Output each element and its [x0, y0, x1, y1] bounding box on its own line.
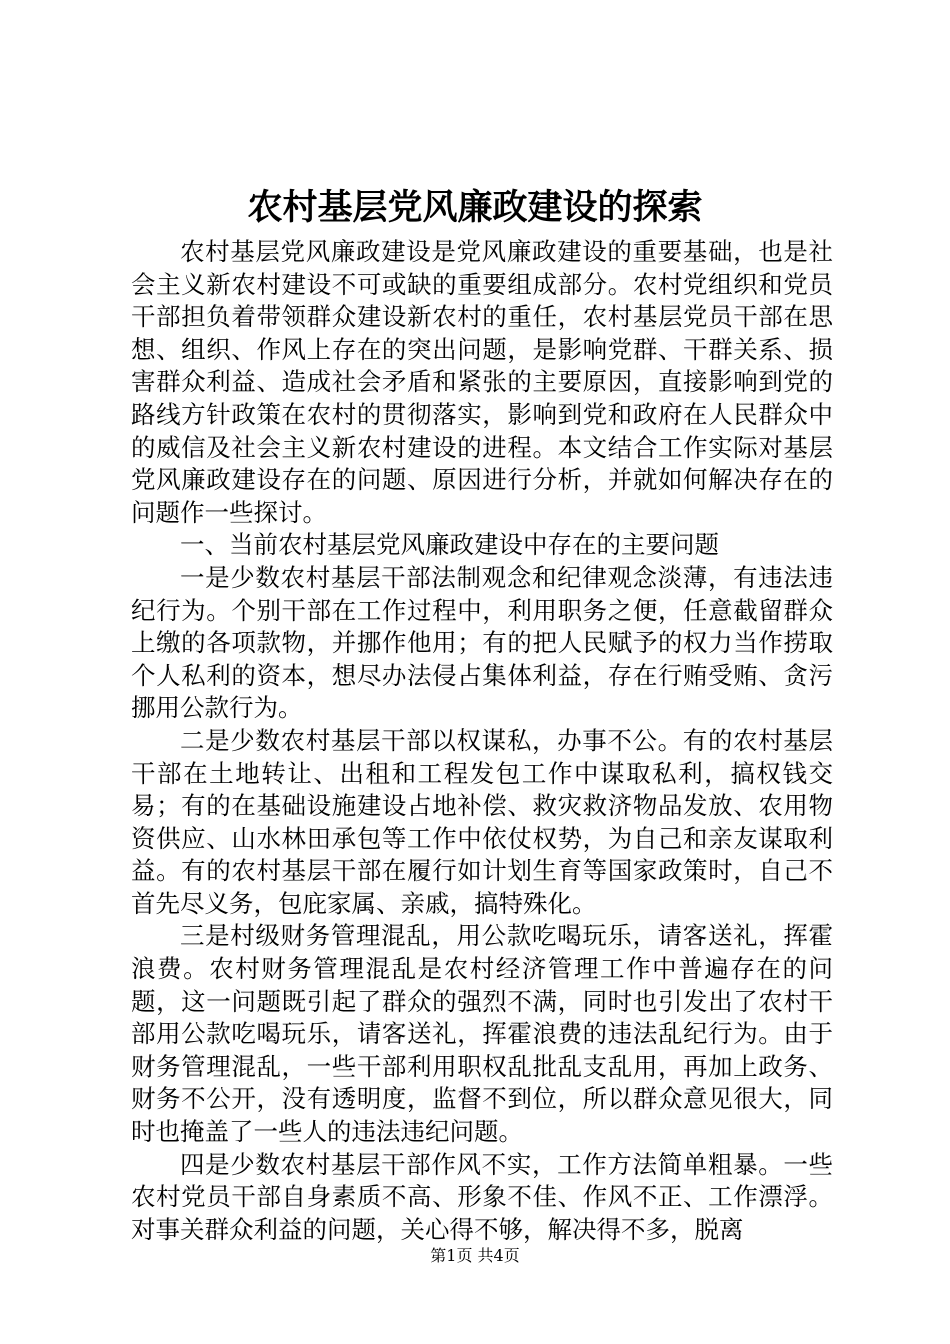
paragraph-point-1: 一是少数农村基层干部法制观念和纪律观念淡薄，有违法违纪行为。个别干部在工作过程中，利用职务之便，任意截留群众上缴的各项款物，并挪作他用；有的把人民赋予的权力当作捞取个人私利的资本，想尽办法侵占集体利益，存在行贿受贿、贪污挪用公款行为。 — [131, 562, 833, 723]
paragraph-point-3: 三是村级财务管理混乱，用公款吃喝玩乐，请客送礼，挥霍浪费。农村财务管理混乱是农村经济管理工作中普遍存在的问题，这一问题既引起了群众的强烈不满，同时也引发出了农村干部用公款吃喝玩乐，请客送礼，挥霍浪费的违法乱纪行为。由于财务管理混乱，一些干部利用职权乱批乱支乱用，再加上政务、财务不公开，没有透明度，监督不到位，所以群众意见很大，同时也掩盖了一些人的违法违纪问题。 — [131, 921, 833, 1147]
page-indicator: 第1页 共4页 — [430, 1246, 520, 1265]
paragraph-intro: 农村基层党风廉政建设是党风廉政建设的重要基础，也是社会主义新农村建设不可或缺的重要组成部分。农村党组织和党员干部担负着带领群众建设新农村的重任，农村基层党员干部在思想、组织、作风上存在的突出问题，是影响党群、干群关系、损害群众利益、造成社会矛盾和紧张的主要原因，直接影响到党的路线方针政策在农村的贯彻落实，影响到党和政府在人民群众中的威信及社会主义新农村建设的进程。本文结合工作实际对基层党风廉政建设存在的问题、原因进行分析，并就如何解决存在的问题作一些探讨。 — [131, 237, 833, 527]
section-heading: 一、当前农村基层党风廉政建设中存在的主要问题 — [180, 530, 719, 560]
document-body — [131, 236, 833, 1246]
paragraph-point-4: 四是少数农村基层干部作风不实，工作方法简单粗暴。一些农村党员干部自身素质不高、形象不佳、作风不正、工作漂浮。对事关群众利益的问题，关心得不够，解决得不多，脱离 — [131, 1149, 833, 1244]
document-title: 农村基层党风廉政建设的探索 — [247, 187, 703, 228]
page-footer — [0, 1246, 950, 1266]
paragraph-point-2: 二是少数农村基层干部以权谋私，办事不公。有的农村基层干部在土地转让、出租和工程发包工作中谋取私利，搞权钱交易；有的在基础设施建设占地补偿、救灾救济物品发放、农用物资供应、山水林田承包等工作中依仗权势，为自己和亲友谋取利益。有的农村基层干部在履行如计划生育等国家政策时，自己不首先尽义务，包庇家属、亲戚，搞特殊化。 — [131, 725, 833, 918]
